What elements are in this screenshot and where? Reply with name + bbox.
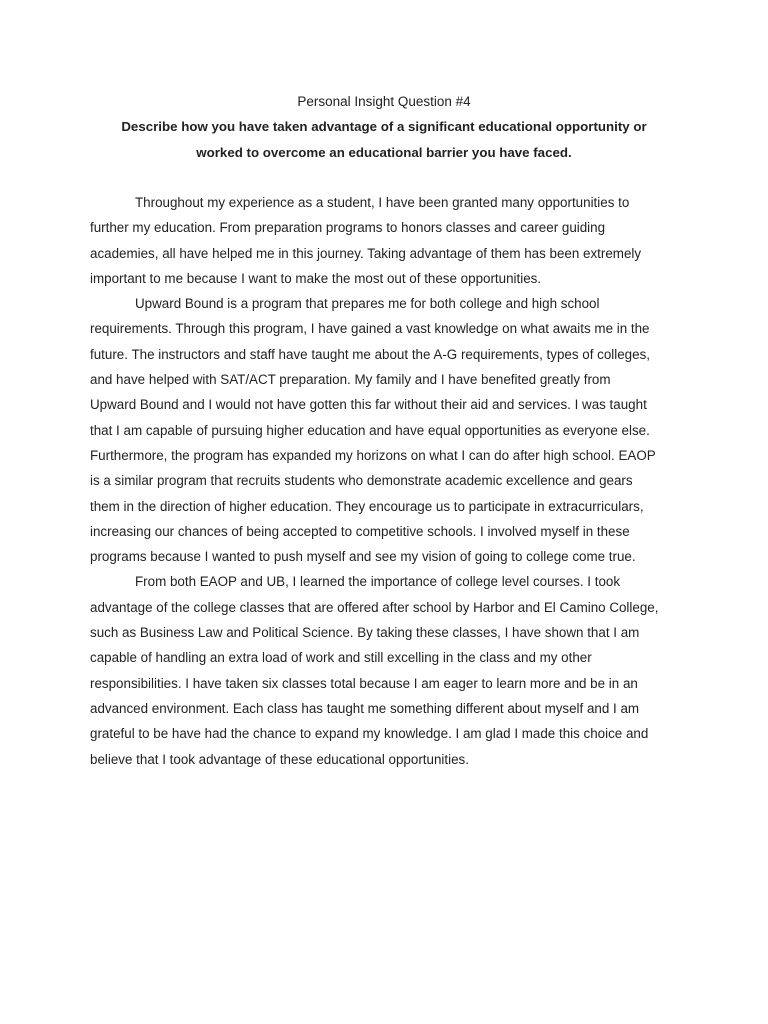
essay-line: that I am capable of pursuing higher education and have equal opportunities as everyone else.: [90, 422, 650, 438]
essay-line: advanced environment. Each class has taught me something different about myself and I am: [90, 700, 640, 716]
essay-line: academies, all have helped me in this journey. Taking advantage of them has been extremely: [90, 245, 642, 261]
essay-line: From both EAOP and UB, I learned the importance of college level courses. I took: [135, 574, 621, 590]
document-header: [0, 92, 768, 166]
essay-line: and have helped with SAT/ACT preparation. My family and I have benefited greatly from: [90, 372, 611, 388]
essay-line: important to me because I want to make the most out of these opportunities.: [90, 270, 542, 286]
essay-line: future. The instructors and staff have taught me about the A-G requirements, types of colleges,: [90, 346, 650, 362]
page-title: Personal Insight Question #4: [297, 94, 471, 109]
paragraph-3: [90, 569, 680, 771]
essay-line: believe that I took advantage of these educational opportunities.: [90, 751, 469, 767]
essay-line: grateful to be have had the chance to expand my knowledge. I am glad I made this choice and: [90, 726, 649, 742]
essay-line: Upward Bound is a program that prepares me for both college and high school: [135, 296, 600, 312]
essay-line: advantage of the college classes that are offered after school by Harbor and El Camino College,: [90, 599, 659, 615]
essay-line: Upward Bound and I would not have gotten this far without their aid and services. I was taught: [90, 397, 647, 413]
prompt-line: worked to overcome an educational barrier you have faced.: [196, 145, 572, 160]
prompt-line: Describe how you have taken advantage of a significant educational opportunity or: [121, 119, 647, 134]
essay-line: increasing our chances of being accepted to competitive schools. I involved myself in these: [90, 523, 630, 539]
essay-line: Furthermore, the program has expanded my horizons on what I can do after high school. EAOP: [90, 447, 656, 463]
essay-line: capable of handling an extra load of work and still excelling in the class and my other: [90, 650, 592, 666]
essay-body: [90, 190, 680, 772]
question-prompt: [74, 114, 694, 166]
essay-line: programs because I wanted to push myself and see my vision of going to college come true.: [90, 549, 636, 565]
essay-line: further my education. From preparation programs to honors classes and career guiding: [90, 220, 606, 236]
essay-line: requirements. Through this program, I have gained a vast knowledge on what awaits me in the: [90, 321, 650, 337]
essay-line: is a similar program that recruits students who demonstrate academic excellence and gears: [90, 473, 633, 489]
paragraph-2: [90, 291, 680, 569]
essay-line: responsibilities. I have taken six classes total because I am eager to learn more and be in an: [90, 675, 638, 691]
paragraph-1: [90, 190, 680, 291]
essay-line: them in the direction of higher education. They encourage us to participate in extracurriculars,: [90, 498, 644, 514]
essay-line: such as Business Law and Political Science. By taking these classes, I have shown that I am: [90, 625, 640, 641]
essay-line: Throughout my experience as a student, I have been granted many opportunities to: [135, 195, 630, 210]
